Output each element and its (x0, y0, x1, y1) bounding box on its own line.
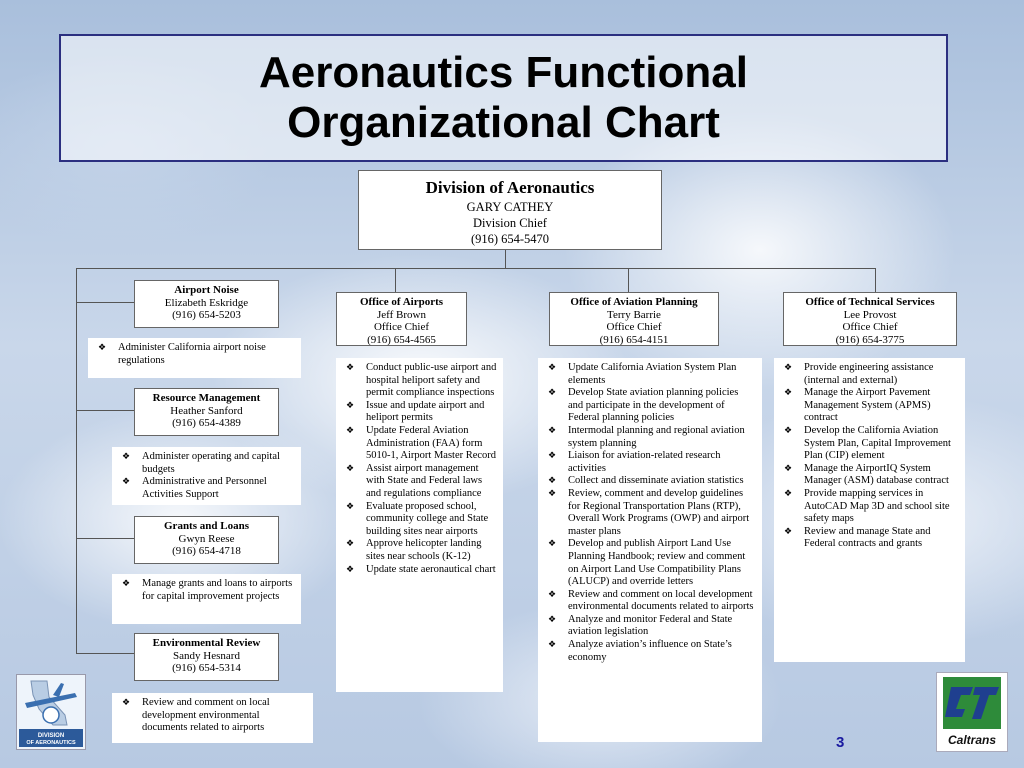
duty-item: ❖ Update California Aviation System Plan elements (546, 362, 756, 387)
duty-item: ❖ Analyze and monitor Federal and State aviation legislation (546, 614, 756, 639)
office-phone: (916) 654-4565 (367, 333, 436, 346)
office-phone: (916) 654-3775 (835, 333, 905, 346)
duty-item: ❖ Analyze aviation’s influence on State’s economy (546, 639, 756, 664)
caltrans-ct-icon (937, 673, 1007, 751)
unit-name: Environmental Review (152, 637, 261, 649)
connector-noise (76, 302, 134, 303)
environmental-review-box (134, 633, 279, 681)
unit-name: Resource Management (152, 392, 261, 404)
office-of-technical-services-box (783, 292, 957, 346)
page-title-line-1: Aeronautics Functional (259, 48, 748, 97)
office-role: Office Chief (606, 321, 662, 333)
grants-loans-box (134, 516, 279, 564)
chief-phone: (916) 654-5470 (470, 232, 550, 246)
california-airplane-icon (17, 675, 85, 749)
connector-chief-down (505, 250, 506, 269)
connector-left-spine (76, 268, 77, 653)
office-of-aviation-planning-box (549, 292, 719, 346)
duty-item: ❖ Assist airport management with State and Federal laws and regulations compliance (344, 463, 497, 501)
unit-person: Sandy Hesnard (173, 649, 240, 662)
unit-name: Airport Noise (174, 284, 239, 296)
office-person: Jeff Brown (377, 308, 426, 321)
duty-item: ❖ Intermodal planning and regional aviation system planning (546, 425, 756, 450)
office-person: Terry Barrie (607, 308, 661, 321)
unit-phone: (916) 654-4389 (172, 417, 241, 429)
unit-name: Grants and Loans (164, 520, 249, 532)
duty-item: ❖ Administer California airport noise regulations (96, 342, 295, 367)
duty-item: ❖ Evaluate proposed school, community college and State building sites near airports (344, 501, 497, 539)
caltrans-logo (936, 672, 1008, 752)
duty-item: ❖ Manage the AirportIQ System Manager (ASM) database contract (782, 463, 959, 488)
office-person: Lee Provost (843, 308, 897, 321)
duty-item: ❖ Issue and update airport and heliport permits (344, 400, 497, 425)
duty-item: ❖ Administrative and Personnel Activities Support (120, 476, 295, 501)
office-name: Office of Aviation Planning (570, 296, 698, 308)
resource-management-box (134, 388, 279, 436)
duty-item: ❖ Approve helicopter landing sites near schools (K-12) (344, 538, 497, 563)
duty-item: ❖ Manage the Airport Pavement Management System (APMS) contract (782, 387, 959, 425)
chief-name: GARY CATHEY (466, 200, 554, 214)
duty-item: ❖ Administer operating and capital budgets (120, 451, 295, 476)
connector-resource (76, 410, 134, 411)
connector-airports (395, 268, 396, 292)
connector-horizontal (76, 268, 876, 269)
unit-phone: (916) 654-5314 (172, 662, 241, 674)
duty-item: ❖ Develop State aviation planning policies and participate in the development of Federal planning policies (546, 387, 756, 425)
office-of-technical-services-duties (774, 358, 965, 662)
duty-item: ❖ Manage grants and loans to airports for capital improvement projects (120, 578, 295, 603)
connector-grants (76, 538, 134, 539)
unit-phone: (916) 654-4718 (172, 545, 241, 557)
office-of-airports-duties (336, 358, 503, 692)
duty-item: ❖ Provide mapping services in AutoCAD Map 3D and school site safety maps (782, 488, 959, 526)
logo-text-line-2: OF AERONAUTICS (26, 740, 76, 746)
page-title-line-2: Organizational Chart (287, 98, 720, 147)
office-role: Office Chief (373, 321, 430, 333)
duty-item: ❖ Liaison for aviation-related research activities (546, 450, 756, 475)
division-name: Division of Aeronautics (425, 178, 595, 197)
duty-item: ❖ Develop the California Aviation System Plan, Capital Improvement Plan (CIP) element (782, 425, 959, 463)
duty-item: ❖ Provide engineering assistance (internal and external) (782, 362, 959, 387)
chief-role: Division Chief (473, 216, 547, 230)
office-of-airports-box (336, 292, 467, 346)
airport-noise-box (134, 280, 279, 328)
title-box (59, 34, 948, 162)
duty-item: ❖ Conduct public-use airport and hospital heliport safety and permit compliance inspections (344, 362, 497, 400)
office-name: Office of Airports (359, 296, 444, 308)
connector-environmental (76, 653, 134, 654)
duty-item: ❖ Develop and publish Airport Land Use Planning Handbook; review and comment on Airport Land Use Compatibility Plans (ALUCP) and override letters (546, 538, 756, 588)
duty-item: ❖ Review, comment and develop guidelines for Regional Transportation Plans (RTP), Overall Work Programs (OWP) and airport master plans (546, 488, 756, 538)
duty-item: ❖ Update state aeronautical chart (344, 564, 497, 577)
unit-person: Heather Sanford (170, 404, 243, 417)
grants-loans-duties (112, 574, 301, 624)
resource-management-duties (112, 447, 301, 505)
connector-planning (628, 268, 629, 292)
environmental-review-duties (112, 693, 313, 743)
logo-text-line-1: DIVISION (37, 733, 65, 739)
duty-item: ❖ Review and comment on local development environmental documents related to airports (120, 697, 307, 735)
division-chief-box (358, 170, 662, 250)
connector-technical (875, 268, 876, 292)
duty-item: ❖ Review and manage State and Federal contracts and grants (782, 526, 959, 551)
unit-person: Elizabeth Eskridge (164, 296, 249, 309)
page-number: 3 (836, 734, 845, 751)
office-phone: (916) 654-4151 (599, 333, 669, 346)
office-name: Office of Technical Services (805, 296, 935, 308)
duty-item: ❖ Collect and disseminate aviation statistics (546, 475, 756, 488)
caltrans-wordmark: Caltrans (947, 733, 997, 747)
division-of-aeronautics-logo (16, 674, 86, 750)
duty-item: ❖ Update Federal Aviation Administration (FAA) form 5010-1, Airport Master Record (344, 425, 497, 463)
unit-person: Gwyn Reese (178, 532, 235, 545)
unit-phone: (916) 654-5203 (172, 309, 241, 321)
duty-item: ❖ Review and comment on local development environmental documents related to airports (546, 589, 756, 614)
office-of-aviation-planning-duties (538, 358, 762, 742)
airport-noise-duties (88, 338, 301, 378)
office-role: Office Chief (842, 321, 898, 333)
